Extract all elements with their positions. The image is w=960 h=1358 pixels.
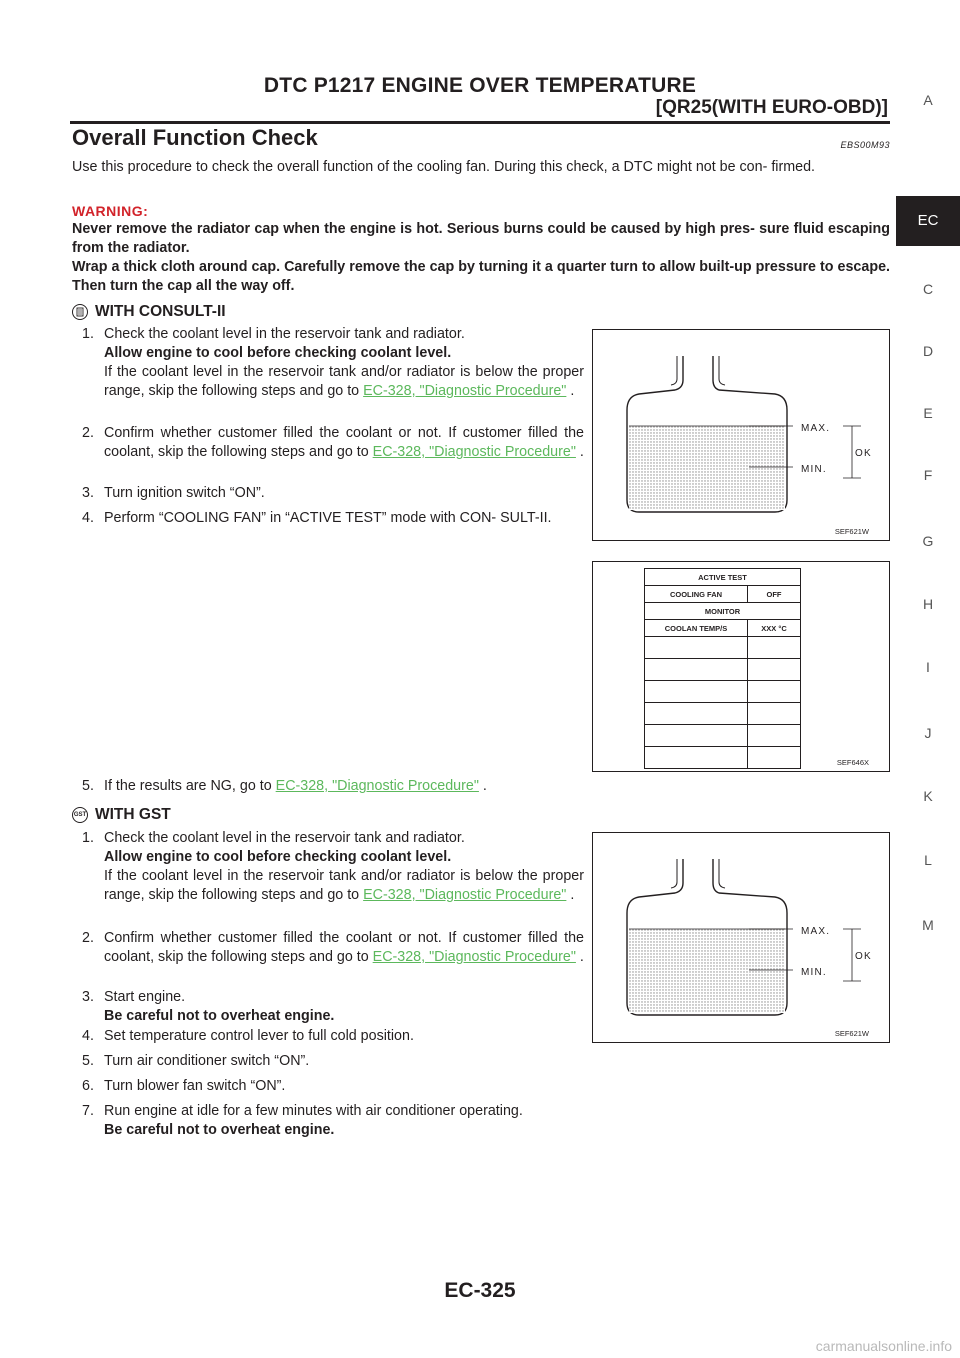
- page-number: EC-325: [444, 1279, 516, 1302]
- watermark: carmanualsonline.info: [815, 1338, 952, 1354]
- header-divider: [70, 121, 890, 124]
- figure-label: SEF646X: [836, 758, 869, 767]
- reservoir-tank-figure-2: [592, 832, 890, 1043]
- gst-icon: GST: [72, 807, 88, 823]
- active-test-figure: [592, 561, 890, 772]
- link-diagnostic-procedure[interactable]: EC-328, "Diagnostic Procedure": [363, 887, 567, 903]
- gst-step-2: 2. Confirm whether customer filled the coolant or not. If customer filled the coolant, skip the following steps and go to EC-328, "Diagnostic Procedure" .: [82, 930, 584, 965]
- side-index-ec-active[interactable]: EC: [896, 196, 960, 246]
- monitor-label: MONITOR: [645, 603, 801, 620]
- link-diagnostic-procedure[interactable]: EC-328, "Diagnostic Procedure": [363, 383, 567, 399]
- gst-heading-label: WITH GST: [95, 806, 171, 823]
- gst-heading: [72, 806, 171, 824]
- side-index-f[interactable]: F: [923, 467, 933, 483]
- side-index-h[interactable]: H: [922, 596, 934, 612]
- figure-label: SEF621W: [834, 527, 869, 536]
- side-index-d[interactable]: D: [922, 343, 934, 359]
- reservoir-tank-figure-1: [592, 329, 890, 541]
- figure-label: SEF621W: [834, 1029, 869, 1038]
- reservoir-tank-illustration: [593, 330, 889, 540]
- gst-step-7: 7. Run engine at idle for a few minutes with air conditioner operating. Be careful not to overheat engine.: [82, 1103, 523, 1138]
- gst-step-3: 3. Start engine. Be careful not to overheat engine.: [82, 989, 335, 1024]
- side-index-i[interactable]: I: [926, 659, 930, 675]
- side-index-l[interactable]: L: [924, 852, 932, 868]
- side-index-a[interactable]: A: [923, 92, 933, 108]
- side-index-g[interactable]: G: [922, 533, 934, 549]
- ok-label: OK: [855, 448, 872, 459]
- consult-step-5: 5. If the results are NG, go to EC-328, "Diagnostic Procedure" .: [82, 778, 487, 794]
- gst-step-4: 4. Set temperature control lever to full cold position.: [82, 1028, 414, 1044]
- gst-step-1: 1. Check the coolant level in the reservoir tank and radiator. Allow engine to cool before checking coolant level. If the coolant level in the reservoir tank and/or radiator is below the proper range, skip the following steps and go to EC-328, "Diagnostic Procedure" .: [82, 830, 584, 903]
- ok-label: OK: [855, 951, 872, 962]
- warning-text: [72, 220, 890, 296]
- cooling-fan-value: OFF: [748, 586, 801, 603]
- max-label: MAX.: [801, 423, 831, 434]
- consult-step-1: 1. Check the coolant level in the reservoir tank and radiator. Allow engine to cool before checking coolant level. If the coolant level in the reservoir tank and/or radiator is below the proper range, skip the following steps and go to EC-328, "Diagnostic Procedure" .: [82, 326, 584, 399]
- min-label: MIN.: [801, 967, 827, 978]
- coolant-temp-value: XXX °C: [748, 620, 801, 637]
- side-index-m[interactable]: M: [922, 917, 934, 933]
- cooling-fan-label: COOLING FAN: [645, 586, 748, 603]
- warning-line-2: Wrap a thick cloth around cap. Carefully remove the cap by turning it a quarter turn to allow built-up pressure to escape. Then turn the cap all the way off.: [72, 259, 890, 294]
- side-index-j[interactable]: J: [924, 725, 932, 741]
- reservoir-tank-illustration: [593, 833, 889, 1042]
- section-title: Overall Function Check: [72, 125, 318, 150]
- warning-label: WARNING:: [72, 203, 149, 219]
- consult-heading-label: WITH CONSULT-II: [95, 303, 226, 320]
- consult-step-2: 2. Confirm whether customer filled the coolant or not. If customer filled the coolant, skip the following steps and go to EC-328, "Diagnostic Procedure" .: [82, 425, 584, 460]
- side-index-c[interactable]: C: [922, 281, 934, 297]
- min-label: MIN.: [801, 464, 827, 475]
- page-header-subtitle: [QR25(WITH EURO-OBD)]: [655, 97, 888, 118]
- consult-icon: [72, 304, 88, 320]
- link-diagnostic-procedure[interactable]: EC-328, "Diagnostic Procedure": [372, 949, 576, 965]
- coolant-temp-label: COOLAN TEMP/S: [645, 620, 748, 637]
- intro-paragraph: Use this procedure to check the overall function of the cooling fan. During this check, a DTC might not be con- firmed.: [72, 159, 816, 175]
- page-header-title: DTC P1217 ENGINE OVER TEMPERATURE: [263, 74, 697, 97]
- consult-step-3: 3. Turn ignition switch “ON”.: [82, 485, 265, 501]
- consult-heading: [72, 303, 226, 321]
- section-code: EBS00M93: [840, 140, 890, 150]
- warning-line-1: Never remove the radiator cap when the engine is hot. Serious burns could be caused by high pres- sure fluid escaping from the radiator.: [72, 221, 890, 256]
- link-diagnostic-procedure[interactable]: EC-328, "Diagnostic Procedure": [372, 444, 576, 460]
- gst-step-5: 5. Turn air conditioner switch “ON”.: [82, 1053, 310, 1069]
- side-index-e[interactable]: E: [923, 405, 933, 421]
- active-test-title: ACTIVE TEST: [645, 569, 801, 586]
- active-test-table: [644, 568, 801, 769]
- gst-step-6: 6. Turn blower fan switch “ON”.: [82, 1078, 286, 1094]
- side-index-k[interactable]: K: [923, 788, 933, 804]
- max-label: MAX.: [801, 926, 831, 937]
- link-diagnostic-procedure[interactable]: EC-328, "Diagnostic Procedure": [275, 778, 479, 794]
- consult-step-4: 4. Perform “COOLING FAN” in “ACTIVE TEST” mode with CON- SULT-II.: [82, 510, 552, 526]
